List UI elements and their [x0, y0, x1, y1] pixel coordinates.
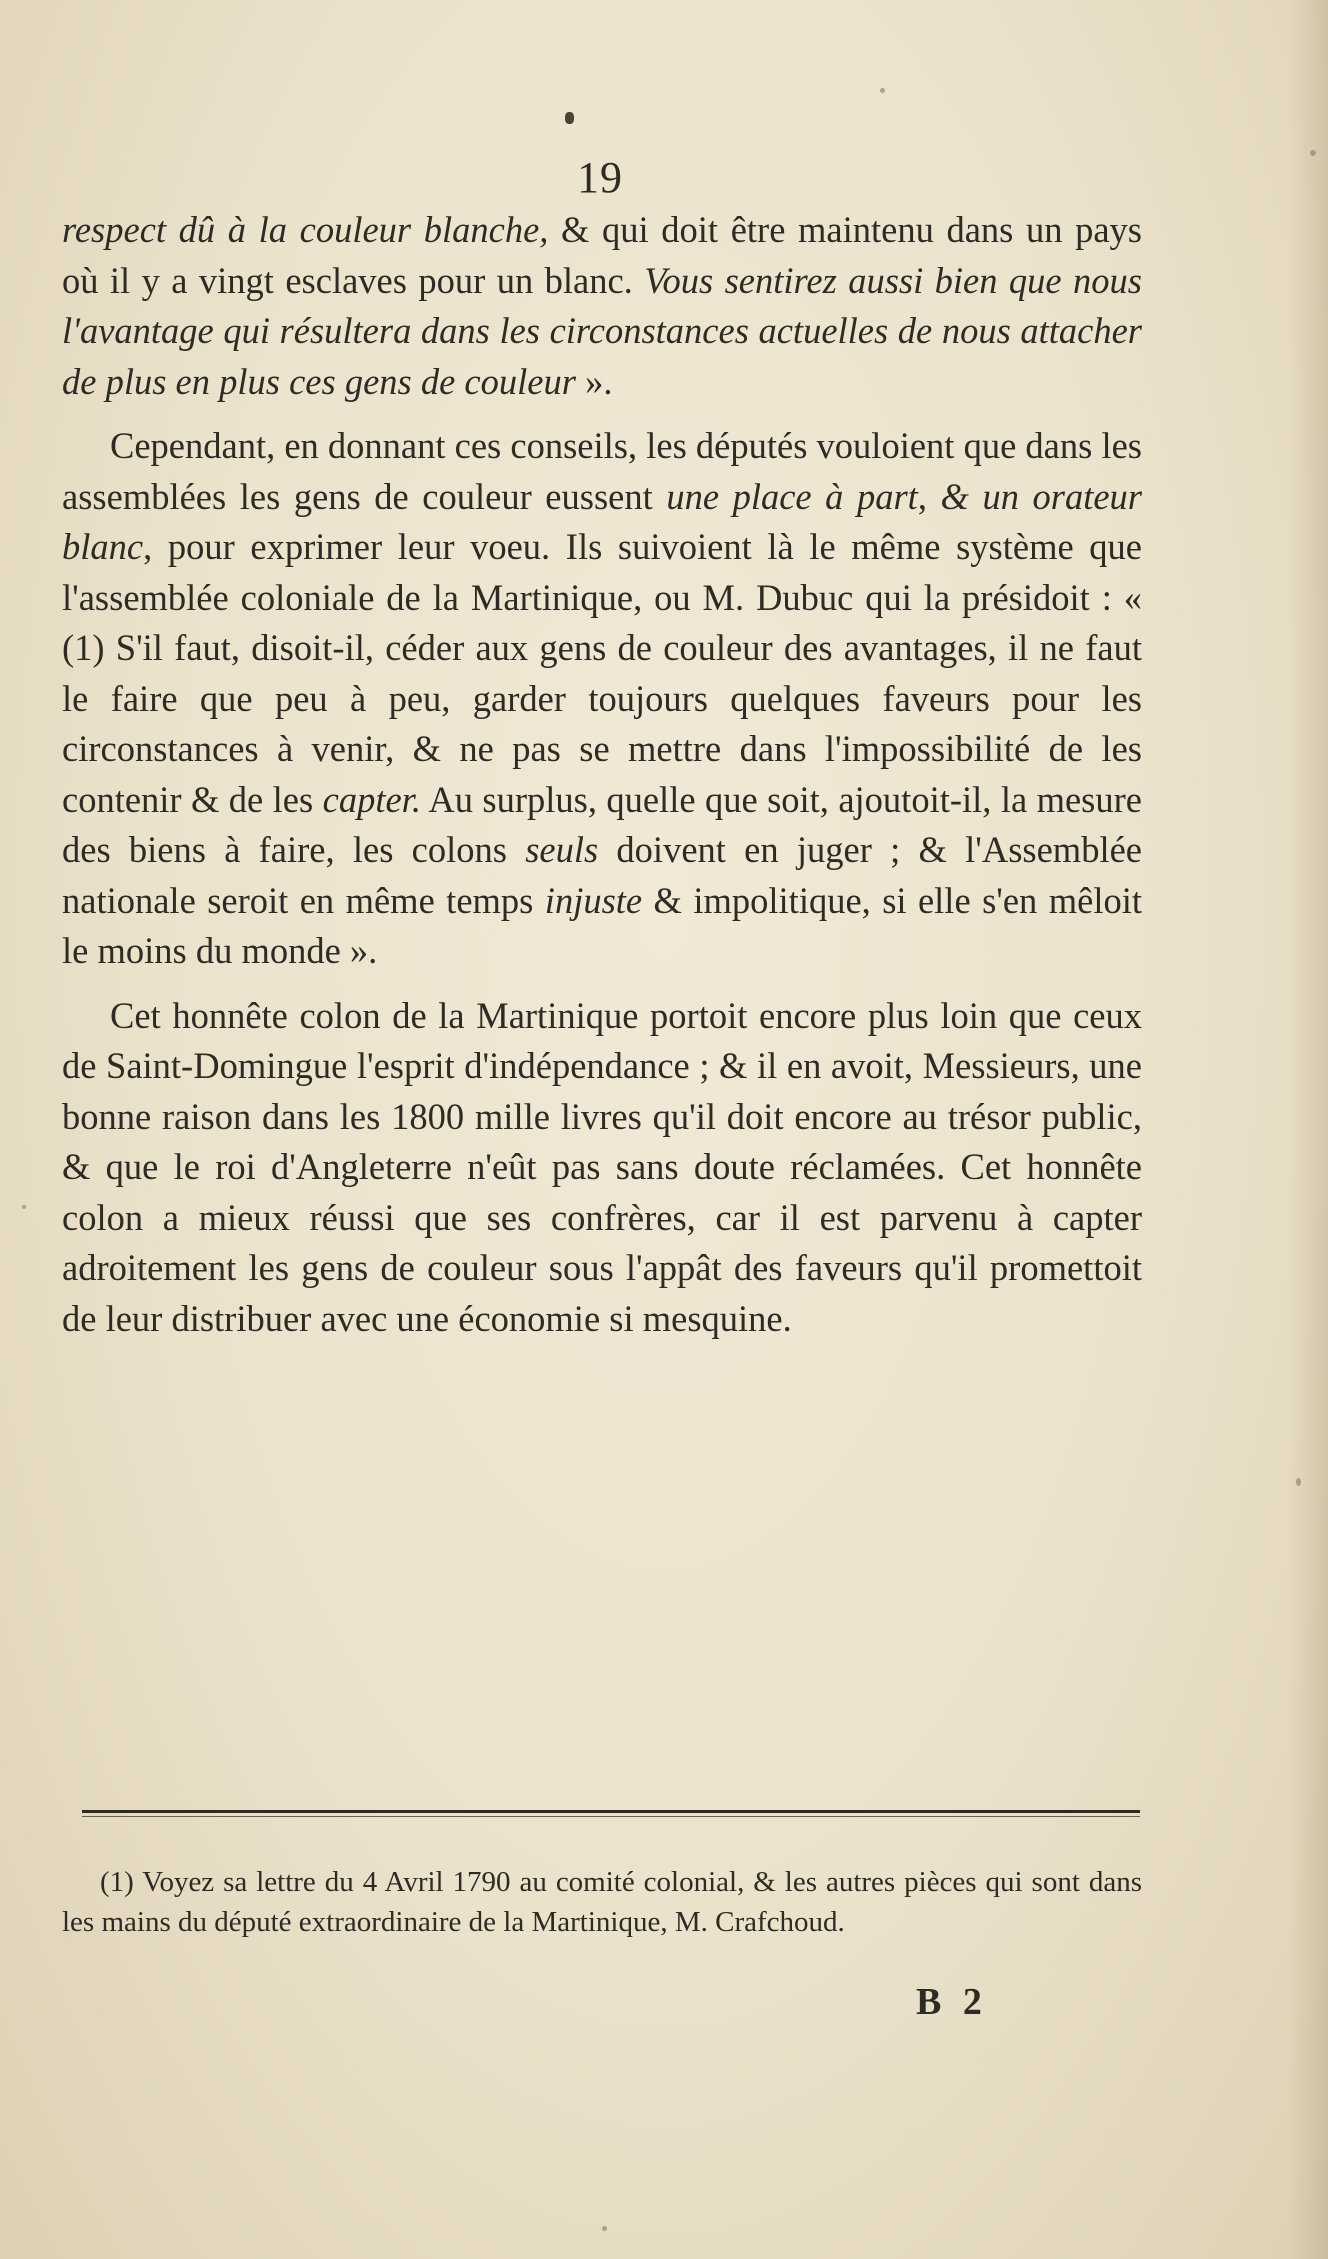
- para1-roman-b: ».: [575, 360, 613, 402]
- para2-f: & impolitique, si elle s'en mêloit le moins du monde ».: [62, 879, 1142, 971]
- paragraph-cependant: [62, 421, 1142, 977]
- para1-italic-b: Vous sentirez aussi bien que nous l'avantage qui résultera dans les circonstances actuelles de nous attacher de plus en plus ces gens de couleur: [62, 259, 1143, 402]
- para2-it-b: & un orateur blanc: [62, 475, 1142, 567]
- footnote-rule: [82, 1810, 1140, 1813]
- para2-it-e: injuste: [544, 879, 643, 921]
- paper-speck: [1296, 1478, 1301, 1486]
- para2-e: doivent en juger ; & l'Assemblée nationale seroit en même temps: [62, 829, 1142, 921]
- para1-italic-a: respect dû à la couleur blanche,: [62, 209, 549, 250]
- signature-mark: B 2: [916, 1981, 988, 2023]
- footnote: (1) Voyez sa lettre du 4 Avril 1790 au comité colonial, & les autres pièces qui sont dans les mains du député extraordinaire de la Martinique, M. Crafchoud.: [62, 1866, 1142, 1938]
- para1-roman-a: & qui doit être maintenu dans un pays où il y a vingt esclaves pour un blanc.: [62, 209, 1142, 301]
- para2-it-c: capter.: [322, 778, 421, 820]
- page-number: 19: [577, 153, 623, 202]
- paper-speck: [602, 2226, 607, 2231]
- paper-speck: [880, 88, 885, 93]
- body-text: [62, 205, 1142, 1344]
- para2-it-d: seuls: [525, 829, 599, 870]
- paragraph-quote-end: [62, 205, 1142, 407]
- para2-it-a: une place à part: [666, 475, 918, 517]
- paper-speck: [22, 1205, 26, 1209]
- page-edge-shadow: [1288, 0, 1328, 2259]
- ornament-dot: [565, 112, 574, 124]
- paragraph-honnete-colon: Cet honnête colon de la Martinique portoit encore plus loin que ceux de Saint-Domingue l'esprit d'indépendance ; & il en avoit, Messieurs, une bonne raison dans les 1800 mille livres qu'il doit encore au trésor public, & que le roi d'Angleterre n'eût pas sans doute réclamées. Cet honnête colon a mieux réussi que ses confrères, car il est parvenu à capter adroitement les gens de couleur sous l'appât des faveurs qu'il promettoit de leur distribuer avec une économie si mesquine.: [62, 994, 1142, 1339]
- footnote-rule-thin: [82, 1816, 1140, 1817]
- para2-a: Cependant, en donnant ces conseils, les députés vouloient que dans les assemblées les gens de couleur eussent: [62, 425, 1142, 517]
- paper-speck: [1310, 150, 1316, 156]
- para2-c: , pour exprimer leur voeu. Ils suivoient là le même système que l'assemblée coloniale de la Martinique, ou M. Dubuc qui la présidoit : « (1) S'il faut, disoit-il, céder aux gens de couleur des avantages, il ne faut le faire que peu à peu, garder toujours quelques faveurs pour les circonstances à venir, & ne pas se mettre dans l'impossibilité de les contenir & de les: [62, 526, 1142, 820]
- para2-d: Au surplus, quelle que soit, ajoutoit-il, la mesure des biens à faire, les colons: [62, 778, 1142, 870]
- para2-b: ,: [917, 475, 941, 517]
